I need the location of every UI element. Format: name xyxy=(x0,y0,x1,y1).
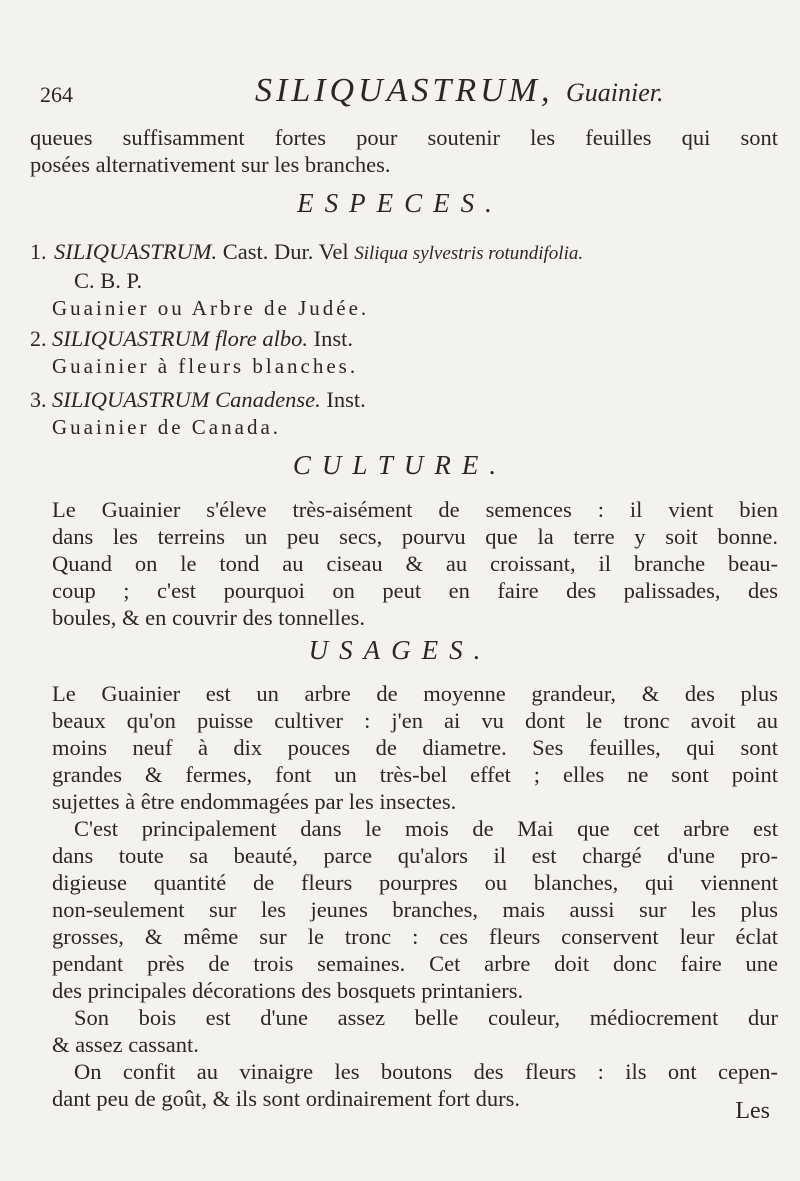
intro-paragraph: queues suffisamment fortes pour soutenir les feuilles qui sont posées alternativement sur les branches. xyxy=(30,125,778,177)
page-number: 264 xyxy=(40,82,73,107)
common-name: Guainier de Canada. xyxy=(52,415,282,439)
species-entry-2: 2. SILIQUASTRUM flore albo. Inst. Guainier à fleurs blanches. xyxy=(30,326,359,378)
usages-paragraph: Le Guainier est un arbre de moyenne grandeur, & des plus beaux qu'on puisse cultiver : j'en ai vu dont le tronc avoit au moins neuf à dix pouces de diametre. Ses feuilles, qui sont grandes & fermes, font un très-bel effet ; elles ne sont point sujettes à être endommagées par les insectes. C'est principalement dans le mois de Mai que cet arbre est dans toute sa beauté, parce qu'alors il est chargé d'une pro- digieuse quantité de fleurs pourpres ou blanches, qui viennent non-seulement sur les jeunes branches, mais aussi sur les plus grosses, & même sur le tronc : ces fleurs conservent leur éclat pendant près de trois semaines. Cet arbre doit donc faire une des principales décorations des bosquets printaniers. Son bois est d'une assez belle couleur, médiocrement dur & assez cassant. On confit au vinaigre les boutons des fleurs : ils ont cepen- dant peu de goût, & ils sont ordinairement fort durs. xyxy=(52,681,778,1111)
section-heading-culture: CULTURE. xyxy=(292,450,508,480)
running-subtitle: Guainier. xyxy=(565,78,664,107)
catchword: Les xyxy=(735,1098,770,1124)
culture-paragraph: Le Guainier s'éleve très-aisément de semences : il vient bien dans les terreins un peu secs, pourvu que la terre y soit bonne. Quand on le tond au ciseau & au croissant, il branche beau- coup ; c'est pourquoi on peut en faire des palissades, des boules, & en couvrir des tonnelles. xyxy=(52,497,778,630)
species-entry-3: 3. SILIQUASTRUM Canadense. Inst. Guainier de Canada. xyxy=(30,387,366,439)
common-name: Guainier à fleurs blanches. xyxy=(52,354,359,378)
running-title: SILIQUASTRUM, Guainier. xyxy=(255,72,664,109)
running-header xyxy=(40,72,760,122)
section-heading-especes: ESPECES. xyxy=(297,188,503,218)
common-name: Guainier ou Arbre de Judée. xyxy=(52,296,370,320)
section-heading-usages: USAGES. xyxy=(308,635,492,665)
species-entry-1: 1. SILIQUASTRUM. Cast. Dur. Vel Siliqua sylvestris rotundifolia. C. B. P. Guainier ou Arbre de Judée. xyxy=(30,239,584,320)
